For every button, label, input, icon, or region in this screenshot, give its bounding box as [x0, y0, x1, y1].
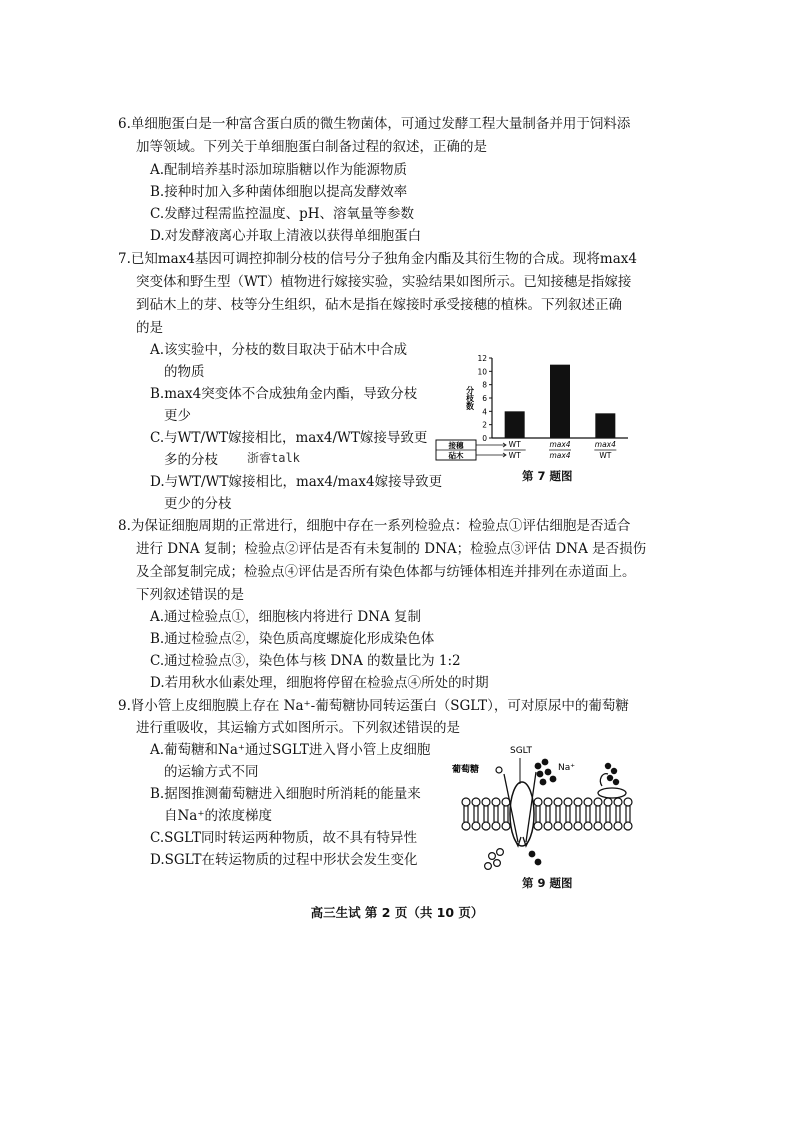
- q7-option-d-line1: D.与WT/WT嫁接相比，max4/max4嫁接导致更: [150, 474, 443, 490]
- q9-figure-caption: 第 9 题图: [522, 876, 573, 890]
- q7-option-a-line2: 的物质: [164, 364, 205, 380]
- q8-stem-line4: 下列叙述错误的是: [136, 587, 244, 603]
- q6-option-c: C.发酵过程需监控温度、pH、溶氧量等参数: [150, 206, 415, 222]
- q6-stem-line1: 6.单细胞蛋白是一种富含蛋白质的微生物菌体，可通过发酵工程大量制备并用于饲料添: [118, 116, 631, 132]
- q8-stem-line3: 及全部复制完成；检验点④评估是否所有染色体都与纺锤体相连并排列在赤道面上。: [136, 564, 636, 580]
- q7-option-b-line2: 更少: [164, 408, 191, 424]
- glucose-molecule-outside: [496, 767, 502, 773]
- bar: [550, 365, 570, 438]
- sglt-label: SGLT: [510, 746, 532, 756]
- glucose-label: 葡萄糖: [452, 765, 480, 775]
- membrane-protein-right: [598, 763, 626, 798]
- x-tick-label-rootstock: WT: [599, 451, 612, 460]
- page-footer: 高三生试 第 2 页（共 10 页）: [310, 905, 484, 920]
- lipid-bilayer-left: [462, 798, 510, 830]
- q7-option-c-line2: 多的分枝: [164, 452, 218, 468]
- bar: [505, 411, 525, 438]
- y-tick-label: 8: [482, 380, 487, 390]
- q7-stem-line1: 7.已知max4基因可调控抑制分枝的信号分子独角金内酯及其衍生物的合成。现将max4: [118, 251, 637, 267]
- q6-option-b: B.接种时加入多种菌体细胞以提高发酵效率: [150, 184, 408, 200]
- q7-stem-line3: 到砧木上的芽、枝等分生组织，砧木是指在嫁接时承受接穗的植株。下列叙述正确: [136, 297, 622, 313]
- y-tick-label: 2: [482, 420, 487, 430]
- glucose-molecules-inside: [485, 849, 504, 870]
- q9-option-a-line1: A.葡萄糖和Na⁺通过SGLT进入肾小管上皮细胞: [150, 742, 431, 758]
- x-tick-label-scion: max4: [549, 440, 571, 449]
- y-tick-label: 6: [482, 394, 487, 403]
- x-tick-label-scion: max4: [594, 440, 616, 449]
- q8-option-c: C.通过检验点③，染色体与核 DNA 的数量比为 1:2: [150, 653, 461, 669]
- q7-figure-caption: 第 7 题图: [522, 469, 573, 483]
- q7-option-d-line2: 更少的分枝: [164, 496, 232, 512]
- lipid-bilayer-right: [534, 798, 632, 830]
- q7-stem-line4: 的是: [136, 320, 163, 336]
- sodium-ions-inside: [529, 851, 542, 866]
- q9-option-c: C.SGLT同时转运两种物质，故不具有特异性: [150, 830, 418, 846]
- y-tick-label: 0: [482, 434, 487, 443]
- y-axis-label: 分枝数: [465, 386, 475, 410]
- watermark: 浙睿talk: [247, 451, 300, 465]
- q9-stem-line1: 9.肾小管上皮细胞膜上存在 Na⁺-葡萄糖协同转运蛋白（SGLT），可对原尿中的葡萄糖: [118, 698, 629, 714]
- x-tick-label-rootstock: max4: [549, 451, 571, 460]
- q6-option-d: D.对发酵液离心并取上清液以获得单细胞蛋白: [150, 228, 422, 244]
- q8-option-a: A.通过检验点①，细胞核内将进行 DNA 复制: [150, 609, 422, 625]
- bar: [595, 413, 615, 438]
- q7-option-c-line1: C.与WT/WT嫁接相比，max4/WT嫁接导致更: [150, 430, 428, 446]
- y-tick-label: 4: [482, 407, 487, 417]
- q9-stem-line2: 进行重吸收，其运输方式如图所示。下列叙述错误的是: [136, 720, 460, 736]
- q7-bar-chart: [432, 352, 632, 470]
- q8-stem-line2: 进行 DNA 复制；检验点②评估是否有未复制的 DNA；检验点③评估 DNA 是否损伤: [136, 541, 647, 557]
- q9-option-a-line2: 的运输方式不同: [164, 764, 259, 780]
- q9-option-b-line2: 自Na⁺的浓度梯度: [164, 808, 272, 824]
- q7-stem-line2: 突变体和野生型（WT）植物进行嫁接实验，实验结果如图所示。已知接穗是指嫁接: [136, 274, 632, 290]
- q9-membrane-diagram: [452, 738, 648, 876]
- row-label-scion: 接穗: [448, 441, 464, 450]
- q6-stem-line2: 加等领域。下列关于单细胞蛋白制备过程的叙述，正确的是: [136, 139, 487, 155]
- row-label-rootstock: 砧木: [448, 451, 464, 460]
- x-tick-label-rootstock: WT: [508, 451, 521, 460]
- q6-option-a: A.配制培养基时添加琼脂糖以作为能源物质: [150, 162, 408, 178]
- sodium-label: Na⁺: [558, 763, 575, 773]
- q9-option-d: D.SGLT在转运物质的过程中形状会发生变化: [150, 852, 418, 868]
- q9-option-b-line1: B.据图推测葡萄糖进入细胞时所消耗的能量来: [150, 786, 421, 802]
- q8-option-b: B.通过检验点②，染色质高度螺旋化形成染色体: [150, 631, 435, 647]
- q7-option-b-line1: B.max4突变体不合成独角金内酯，导致分枝: [150, 386, 418, 402]
- sodium-ions-outside: [535, 759, 557, 786]
- y-tick-label: 10: [477, 367, 487, 377]
- y-tick-label: 12: [477, 354, 487, 363]
- q8-option-d: D.若用秋水仙素处理，细胞将停留在检验点④所处的时期: [150, 675, 489, 691]
- q7-option-a-line1: A.该实验中，分枝的数目取决于砧木中合成: [150, 342, 408, 358]
- q8-stem-line1: 8.为保证细胞周期的正常进行，细胞中存在一系列检验点：检验点①评估细胞是否适合: [118, 518, 631, 534]
- x-tick-label-scion: WT: [508, 440, 521, 449]
